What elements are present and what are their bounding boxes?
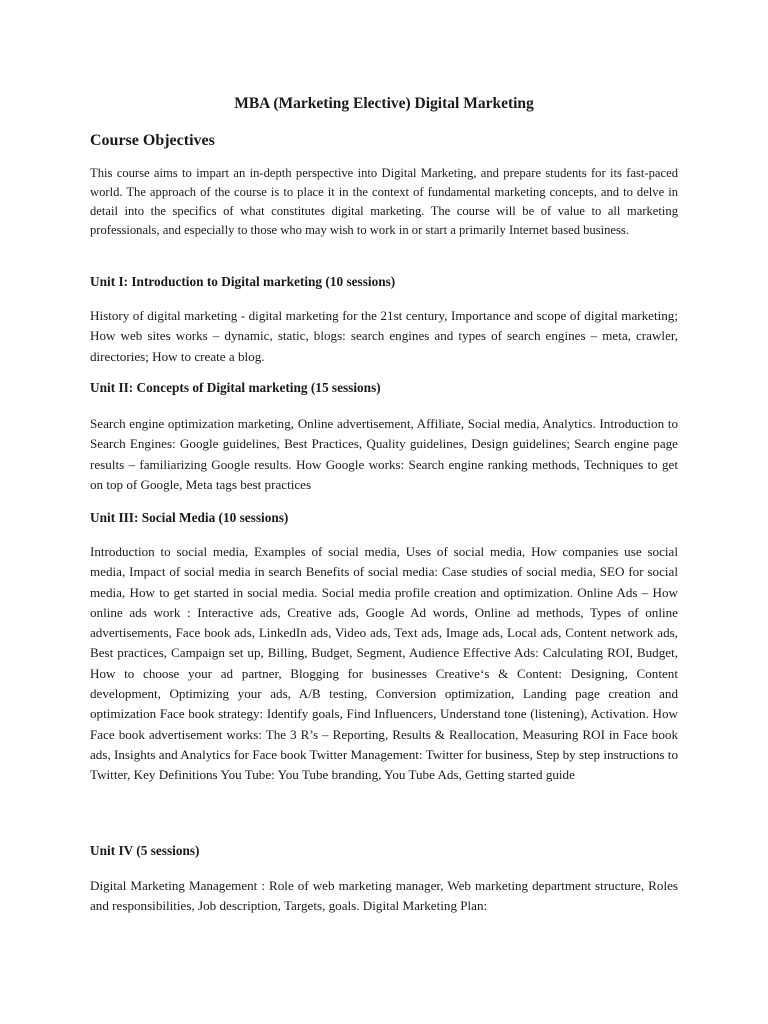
unit-2-paragraph: Search engine optimization marketing, Online advertisement, Affiliate, Social media, Analytics. Introduction to Search Engines: Google guidelines, Best Practices, Quality guidelines, Design guidelines; Search engine page results – familiarizing Google results. How Google works: Search engine ranking methods, Techniques to get on top of Google, Meta tags best practices [90,416,678,492]
unit-4-paragraph: Digital Marketing Management : Role of web marketing manager, Web marketing department structure, Roles and responsibilities, Job description, Targets, goals. Digital Marketing Plan: [90,878,678,914]
unit-3-heading: Unit III: Social Media (10 sessions) [90,510,289,525]
unit-1-heading: Unit I: Introduction to Digital marketing (10 sessions) [90,274,396,289]
unit-4-heading: Unit IV (5 sessions) [90,843,200,858]
unit-2-heading: Unit II: Concepts of Digital marketing (15 sessions) [90,380,381,395]
unit-3-paragraph: Introduction to social media, Examples of social media, Uses of social media, How companies use social media, Impact of social media in search Benefits of social media: Case studies of social media, SEO for social media, How to get started in social media. Social media profile creation and optimization. Online Ads – How online ads work : Interactive ads, Creative ads, Google Ad words, Online ad methods, Types of online advertisements, Face book ads, LinkedIn ads, Video ads, Text ads, Image ads, Local ads, Content network ads, Best practices, Campaign set up, Billing, Budget, Segment, Audience Effective Ads: Calculating ROI, Budget, How to choose your ad partner, Blogging for businesses Creative‘s & Content: Designing, Content development, Optimizing your ads, A/B testing, Conversion optimization, Landing page creation and optimization Face book strategy: Identify goals, Find Influencers, Understand tone (listening), Activation. How Face book advertisement works: The 3 R’s – Reporting, Results & Reallocation, Measuring ROI in Face book ads, Insights and Analytics for Face book Twitter Management: Twitter for business, Step by step instructions to Twitter, Key Definitions You Tube: You Tube branding, You Tube Ads, Getting started guide [90,544,678,783]
unit-1-paragraph: History of digital marketing - digital marketing for the 21st century, Importance and scope of digital marketing; How web sites works – dynamic, static, blogs: search engines and types of search engines – meta, crawler, directories; How to create a blog. [90,308,678,364]
course-objectives-heading: Course Objectives [90,132,215,149]
document-title: MBA (Marketing Elective) Digital Marketing [234,95,534,112]
course-objectives-paragraph: This course aims to impart an in-depth perspective into Digital Marketing, and prepare students for its fast-paced world. The approach of the course is to place it in the context of fundamental marketing concepts, and to delve in detail into the specifics of what constitutes digital marketing. The course will be of value to all marketing professionals, and especially to those who may wish to work in or start a primarily Internet based business. [90,166,678,237]
